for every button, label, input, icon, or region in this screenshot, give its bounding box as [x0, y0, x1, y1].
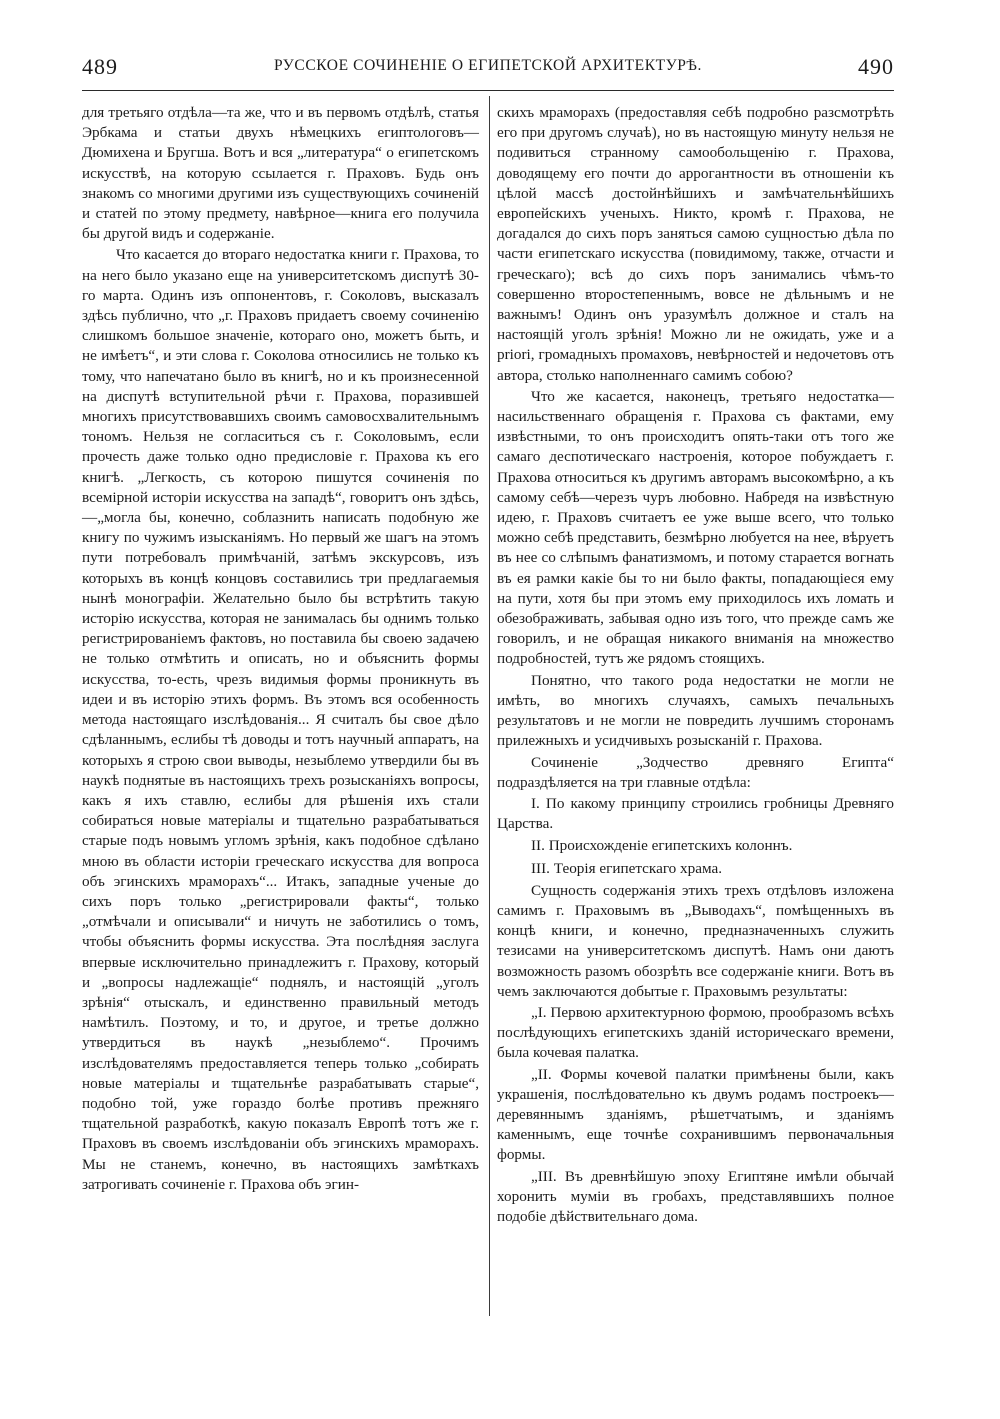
paragraph: Что же касается, наконецъ, третьяго недостатка—насильственнаго обращенія г. Прахова съ фактами, ему извѣстными, то онъ происходитъ опять-таки отъ того же самаго деспотическаго настроенія, которое побуждаетъ г. Прахова относиться къ другимъ авторамъ высокомѣрно, а къ самому себѣ—черезъ чуръ любовно. Набредя на извѣстную идею, г. Праховъ считаетъ ее уже выше всего, что только можно себѣ представить, безмѣрно любуется на нее, вѣруетъ въ нее со слѣпымъ фанатизмомъ, и потому старается вогнать въ ея рамки какіе бы то ни было факты, попадающіеся ему на пути, хотя бы при этомъ ему приходилось ихъ ломать и обезображивать, забывая одно изъ того, что прежде самъ же говорилъ, и не обращая никакого вниманія на множество подробностей, тутъ же рядомъ стоящихъ.	[497, 387, 894, 668]
column-divider	[489, 96, 490, 1316]
left-column	[82, 103, 479, 1196]
paragraph: Понятно, что такого рода недостатки не могли не имѣть, во многихъ случаяхъ, самыхъ печальныхъ результатовъ и не могли не повредить лучшимъ сторонамъ прилежныхъ и усидчивыхъ розысканій г. Прахова.	[497, 671, 894, 750]
page-number-right: 490	[858, 54, 894, 79]
paragraph: для третьяго отдѣла—та же, что и въ первомъ отдѣлѣ, статья Эрбкама и статьи двухъ нѣмецкихъ египтологовъ—Дюмихена и Бругша. Вотъ и вся „литература“ о египетскомъ искусствѣ, на которую ссылается г. Праховъ. Будь онъ знакомъ со многими другими изъ существующихъ сочиненій и статей по этому предмету, навѣрное—книга его получила бы другой видъ и содержаніе.	[82, 104, 479, 243]
list-item: II. Происхожденіе египетскихъ колоннъ.	[531, 837, 793, 855]
page-number-left: 489	[82, 54, 118, 79]
paragraph: скихъ мраморахъ (предоставляя себѣ подробно разсмотрѣть его при другомъ случаѣ), но въ настоящую минуту нельзя не подивиться странному самообольщенію г. Прахова, доводящему его почти до аррогантности въ отношеніи къ цѣлой массѣ достойнѣйшихъ и замѣчательнѣйшихъ европейскихъ ученыхъ. Никто, кромѣ г. Прахова, не догадался до сихъ поръ заняться самою сущностью дѣла по части египетскаго искусства (повидимому, также, отчасти и греческаго); всѣ до сихъ поръ занимались чѣмъ-то совершенно второстепеннымъ, вовсе не дѣльнымъ и не важнымъ! Одинъ онъ уразумѣлъ должное и сталъ на настоящій уголъ зрѣнія! Можно ли не ожидать, уже и a priori, громадныхъ промаховъ, невѣрностей и недочетовъ отъ автора, столько наполненнаго самимъ собою?	[497, 104, 894, 384]
list-item: III. Теорія египетскаго храма.	[531, 859, 723, 877]
right-column	[497, 103, 894, 1228]
list-item: I. По какому принципу строились гробницы Древняго Царства.	[497, 794, 894, 833]
thesis-paragraph: „III. Въ древнѣйшую эпоху Египтяне имѣли обычай хоронить муміи въ гробахъ, представлявшихъ полное подобіе дѣйствительнаго дома.	[497, 1167, 894, 1225]
running-title: РУССКОЕ СОЧИНЕНІЕ О ЕГИПЕТСКОЙ АРХИТЕКТУРѢ.	[273, 57, 703, 74]
running-header	[82, 52, 894, 82]
header-rule	[82, 90, 894, 91]
paragraph: Что касается до втораго недостатка книги г. Прахова, то на него было указано еще на университетскомъ диспутѣ 30-го марта. Одинъ изъ оппонентовъ, г. Соколовъ, высказалъ здѣсь публично, что „г. Праховъ придаетъ своему сочиненію слишкомъ большое значеніе, котораго оно, можетъ быть, и не имѣетъ“, и эти слова г. Соколова относились не только къ тому, что напечатано было въ книгѣ, но и къ произнесенной на диспутѣ вступительной рѣчи г. Прахова, поразившей многихъ присутствовавшихъ своимъ самовосхвалительнымъ тономъ. Нельзя не согласиться съ г. Соколовымъ, если прочесть даже только одно предисловіе г. Прахова къ его книгѣ. „Легкость, съ которою пишутся сочиненія по всемірной исторіи искусства на западѣ“, говоритъ онъ здѣсь,—„могла бы, конечно, соблазнить написать подобную же книгу по чужимъ изысканіямъ. Но первый же шагъ на этомъ пути потребовалъ примѣчаній, затѣмъ экскурсовъ, изъ которыхъ въ концѣ концовъ составились три предлагаемыя нынѣ монографіи. Желательно было бы встрѣтить такую исторію искусства, которая не занималась бы однимъ только регистрированіемъ фактовъ, но поставила бы своею задачею не только отмѣтить и описать, но и объяснить формы искусства, то-есть, чрезъ видимыя формы проникнуть въ идеи и въ исторію этихъ формъ. Въ этомъ вся особенность метода настоящаго изслѣдованія... Я считалъ бы свое дѣло сдѣланнымъ, еслибы тѣ доводы и тотъ научный аппаратъ, на которыхъ я строю свои выводы, незыблемо утвердили бы въ наукѣ поднятые въ настоящихъ трехъ розысканіяхъ вопросы, какъ я ихъ ставлю, еслибы для рѣшенія ихъ стали собираться новые матеріалы и тщательно разрабатываться старые подъ новымъ угломъ зрѣнія, какъ подобное сдѣлано мною въ области исторіи греческаго искусства для вопроса объ эгинскихъ мраморахъ“... Итакъ, западные ученые до сихъ поръ только „регистрировали факты“, только „отмѣчали и описывали“ и ничуть не заботились о томъ, чтобы объяснить формы искусства. Эта послѣдняя заслуга впервые исключительно принадлежитъ г. Прахову, который и „вопросы надлежащіе“ поднялъ, и настоящій „уголъ зрѣнія“ отыскалъ, и единственно правильный методъ намѣтилъ. Поэтому, и то, и другое, и третье должно утвердиться въ наукѣ „незыблемо“. Прочимъ изслѣдователямъ предоставляется теперь только „собирать новые матеріалы и тщательнѣе разрабатывать старые“, подобно той, уже гораздо болѣе противъ прежняго тщательной разработкѣ, какую показалъ Европѣ тотъ же г. Праховъ въ своемъ изслѣдованіи объ эгинскихъ мраморахъ. Мы не станемъ, конечно, въ настоящихъ замѣткахъ затрогивать сочиненіе г. Прахова объ эгин-	[82, 246, 479, 1193]
thesis-paragraph: „II. Формы кочевой палатки примѣнены были, какъ украшенія, послѣдовательно къ двумъ родамъ построекъ—деревяннымъ зданіямъ, рѣшетчатымъ, и зданіямъ каменнымъ, еще точнѣе сохранившимъ первоначальныя формы.	[497, 1065, 894, 1164]
thesis-paragraph: „I. Первою архитектурною формою, прообразомъ всѣхъ послѣдующихъ египетскихъ зданій историческаго времени, была кочевая палатка.	[497, 1003, 894, 1062]
paragraph: Сущность содержанія этихъ трехъ отдѣловъ изложена самимъ г. Праховымъ въ „Выводахъ“, помѣщенныхъ въ концѣ книги, и конечно, предназначенныхъ служить тезисами на университетскомъ диспутѣ. Намъ они даютъ возможность разомъ обозрѣть все содержаніе книги. Вотъ въ чемъ заключаются добытые г. Праховымъ результаты:	[497, 881, 894, 1000]
paragraph: Сочиненіе „Зодчество древняго Египта“ подраздѣляется на три главные отдѣла:	[497, 753, 894, 791]
